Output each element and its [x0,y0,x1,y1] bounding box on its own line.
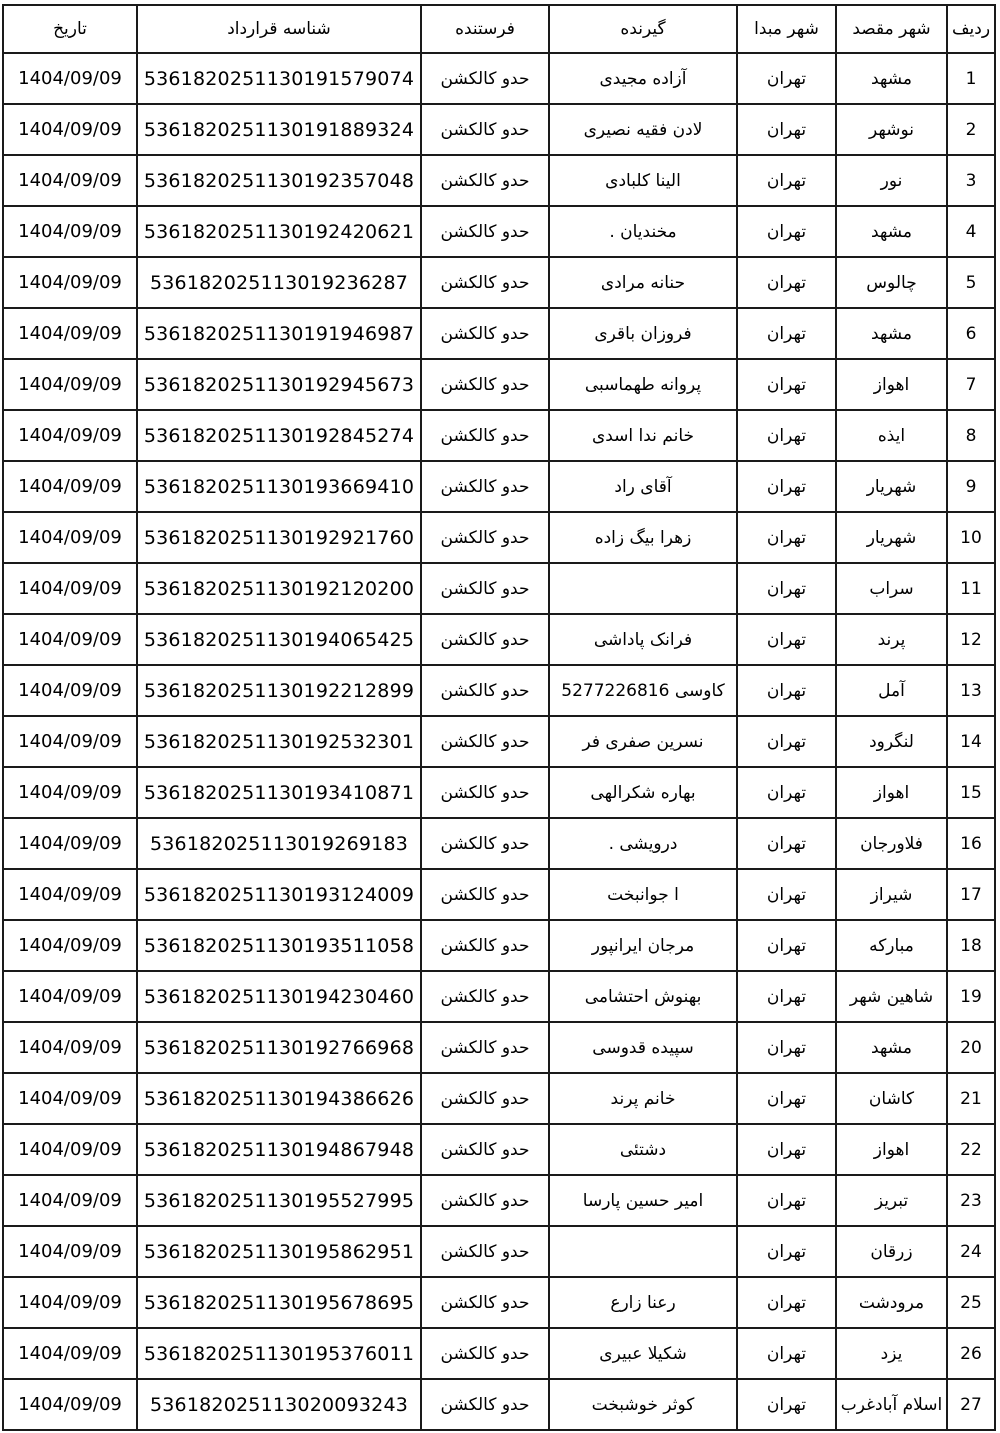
cell-receiver[interactable]: زهرا بیگ زاده [549,512,737,563]
cell-destination-city[interactable]: اسلام آبادغرب [836,1379,947,1430]
table-row[interactable] [3,512,995,563]
table-row[interactable] [3,257,995,308]
cell-origin-city[interactable]: تهران [737,818,836,869]
cell-radif[interactable]: 14 [947,716,995,767]
cell-origin-city[interactable]: تهران [737,614,836,665]
cell-receiver[interactable]: کوثر خوشبخت [549,1379,737,1430]
table-row[interactable] [3,359,995,410]
cell-sender[interactable]: حدو کالکشن [421,869,549,920]
cell-date[interactable]: 1404/09/09 [3,359,137,410]
cell-contract-id[interactable]: 53618202511301935110​58 [137,920,421,971]
cell-receiver[interactable]: مرجان ایرانپور [549,920,737,971]
cell-sender[interactable]: حدو کالکشن [421,1277,549,1328]
cell-receiver[interactable]: الینا کلبادی [549,155,737,206]
column-header-date[interactable]: تاریخ [3,5,137,53]
cell-destination-city[interactable]: مبارکه [836,920,947,971]
cell-receiver[interactable]: فروزان باقری [549,308,737,359]
cell-receiver[interactable]: کاوسی 5277226816 [549,665,737,716]
cell-sender[interactable]: حدو کالکشن [421,767,549,818]
cell-sender[interactable]: حدو کالکشن [421,1226,549,1277]
cell-sender[interactable]: حدو کالکشن [421,359,549,410]
cell-radif[interactable]: 6 [947,308,995,359]
column-header-contract[interactable]: شناسه قرارداد [137,5,421,53]
cell-receiver[interactable]: آقای راد [549,461,737,512]
cell-destination-city[interactable]: یزد [836,1328,947,1379]
cell-radif[interactable]: 17 [947,869,995,920]
cell-date[interactable]: 1404/09/09 [3,716,137,767]
cell-date[interactable]: 1404/09/09 [3,308,137,359]
cell-radif[interactable]: 1 [947,53,995,104]
cell-sender[interactable]: حدو کالکشن [421,1124,549,1175]
table-row[interactable] [3,206,995,257]
cell-radif[interactable]: 7 [947,359,995,410]
column-header-radif[interactable]: ردیف [947,5,995,53]
cell-destination-city[interactable]: اهواز [836,1124,947,1175]
cell-contract-id[interactable]: 53618202511301958629​51 [137,1226,421,1277]
cell-date[interactable]: 1404/09/09 [3,818,137,869]
cell-contract-id[interactable]: 53618202511301928452​74 [137,410,421,461]
cell-sender[interactable]: حدو کالکشن [421,461,549,512]
cell-destination-city[interactable]: چالوس [836,257,947,308]
cell-receiver[interactable]: دشتئی [549,1124,737,1175]
table-row[interactable] [3,767,995,818]
cell-sender[interactable]: حدو کالکشن [421,971,549,1022]
cell-contract-id[interactable]: 53618202511301955279​95 [137,1175,421,1226]
cell-receiver[interactable]: نسرین صفری فر [549,716,737,767]
cell-contract-id[interactable]: 53618202511301934108​71 [137,767,421,818]
contracts-table [2,4,996,1431]
cell-contract-id[interactable]: 536182025113020093243 [137,1379,421,1430]
cell-radif[interactable]: 22 [947,1124,995,1175]
cell-date[interactable]: 1404/09/09 [3,257,137,308]
cell-destination-city[interactable]: نور [836,155,947,206]
cell-date[interactable]: 1404/09/09 [3,206,137,257]
table-row[interactable] [3,563,995,614]
cell-destination-city[interactable]: شیراز [836,869,947,920]
cell-date[interactable]: 1404/09/09 [3,1379,137,1430]
cell-date[interactable]: 1404/09/09 [3,1328,137,1379]
column-header-sender[interactable]: فرستنده [421,5,549,53]
cell-radif[interactable]: 5 [947,257,995,308]
cell-sender[interactable]: حدو کالکشن [421,53,549,104]
cell-sender[interactable]: حدو کالکشن [421,104,549,155]
table-row[interactable] [3,1175,995,1226]
table-header [3,5,995,53]
cell-origin-city[interactable]: تهران [737,971,836,1022]
cell-sender[interactable]: حدو کالکشن [421,1328,549,1379]
cell-sender[interactable]: حدو کالکشن [421,1073,549,1124]
cell-date[interactable]: 1404/09/09 [3,1124,137,1175]
cell-radif[interactable]: 2 [947,104,995,155]
table-row[interactable] [3,1226,995,1277]
cell-destination-city[interactable]: شهریار [836,461,947,512]
cell-destination-city[interactable]: مشهد [836,53,947,104]
cell-origin-city[interactable]: تهران [737,512,836,563]
cell-radif[interactable]: 4 [947,206,995,257]
cell-origin-city[interactable]: تهران [737,1379,836,1430]
cell-receiver[interactable]: مخندیان . [549,206,737,257]
cell-date[interactable]: 1404/09/09 [3,1226,137,1277]
cell-contract-id[interactable]: 53618202511301922128​99 [137,665,421,716]
cell-receiver[interactable] [549,1226,737,1277]
cell-date[interactable]: 1404/09/09 [3,971,137,1022]
cell-sender[interactable]: حدو کالکشن [421,614,549,665]
table-row[interactable] [3,920,995,971]
cell-contract-id[interactable]: 53618202511301953760​11 [137,1328,421,1379]
cell-contract-id[interactable]: 53618202511301936694​10 [137,461,421,512]
cell-destination-city[interactable]: مشهد [836,206,947,257]
cell-receiver[interactable]: بهنوش احتشامی [549,971,737,1022]
cell-date[interactable]: 1404/09/09 [3,920,137,971]
cell-origin-city[interactable]: تهران [737,461,836,512]
table-row[interactable] [3,410,995,461]
cell-radif[interactable]: 25 [947,1277,995,1328]
cell-origin-city[interactable]: تهران [737,257,836,308]
cell-contract-id[interactable]: 53618202511301924206​21 [137,206,421,257]
cell-contract-id[interactable]: 53618202511301919469​87 [137,308,421,359]
cell-destination-city[interactable]: کاشان [836,1073,947,1124]
table-row[interactable] [3,1328,995,1379]
cell-destination-city[interactable]: ایذه [836,410,947,461]
cell-radif[interactable]: 21 [947,1073,995,1124]
cell-receiver[interactable]: لادن فقیه نصیری [549,104,737,155]
table-row[interactable] [3,1277,995,1328]
cell-contract-id[interactable]: 53618202511301925323​01 [137,716,421,767]
cell-destination-city[interactable]: شهریار [836,512,947,563]
cell-destination-city[interactable]: زرقان [836,1226,947,1277]
cell-date[interactable]: 1404/09/09 [3,563,137,614]
cell-origin-city[interactable]: تهران [737,563,836,614]
cell-sender[interactable]: حدو کالکشن [421,1175,549,1226]
cell-radif[interactable]: 8 [947,410,995,461]
cell-sender[interactable]: حدو کالکشن [421,818,549,869]
table-row[interactable] [3,818,995,869]
cell-date[interactable]: 1404/09/09 [3,104,137,155]
cell-sender[interactable]: حدو کالکشن [421,1379,549,1430]
table-row[interactable] [3,53,995,104]
cell-sender[interactable]: حدو کالکشن [421,206,549,257]
cell-receiver[interactable]: آزاده مجیدی [549,53,737,104]
cell-origin-city[interactable]: تهران [737,716,836,767]
table-row[interactable] [3,308,995,359]
cell-contract-id[interactable]: 53618202511301940654​25 [137,614,421,665]
cell-origin-city[interactable]: تهران [737,920,836,971]
cell-destination-city[interactable]: تبریز [836,1175,947,1226]
cell-destination-city[interactable]: مشهد [836,308,947,359]
cell-origin-city[interactable]: تهران [737,410,836,461]
cell-origin-city[interactable]: تهران [737,206,836,257]
cell-sender[interactable]: حدو کالکشن [421,512,549,563]
cell-destination-city[interactable]: لنگرود [836,716,947,767]
cell-date[interactable]: 1404/09/09 [3,155,137,206]
cell-receiver[interactable]: پروانه طهماسبی [549,359,737,410]
cell-sender[interactable]: حدو کالکشن [421,716,549,767]
cell-contract-id[interactable]: 53618202511301943866​26 [137,1073,421,1124]
cell-destination-city[interactable]: مرودشت [836,1277,947,1328]
cell-origin-city[interactable]: تهران [737,1175,836,1226]
cell-sender[interactable]: حدو کالکشن [421,257,549,308]
table-row[interactable] [3,665,995,716]
cell-date[interactable]: 1404/09/09 [3,410,137,461]
cell-origin-city[interactable]: تهران [737,359,836,410]
cell-origin-city[interactable]: تهران [737,1022,836,1073]
cell-radif[interactable]: 10 [947,512,995,563]
column-header-dest[interactable]: شهر مقصد [836,5,947,53]
cell-contract-id[interactable]: 53618202511301921202​00 [137,563,421,614]
cell-destination-city[interactable]: مشهد [836,1022,947,1073]
cell-receiver[interactable]: خانم پرند [549,1073,737,1124]
cell-sender[interactable]: حدو کالکشن [421,410,549,461]
table-body [3,53,995,1430]
cell-sender[interactable]: حدو کالکشن [421,920,549,971]
cell-radif[interactable]: 16 [947,818,995,869]
cell-radif[interactable]: 27 [947,1379,995,1430]
table-row[interactable] [3,1124,995,1175]
table-row[interactable] [3,461,995,512]
cell-radif[interactable]: 3 [947,155,995,206]
table-row[interactable] [3,971,995,1022]
cell-destination-city[interactable]: سراب [836,563,947,614]
cell-receiver[interactable]: سپیده قدوسی [549,1022,737,1073]
cell-radif[interactable]: 24 [947,1226,995,1277]
cell-contract-id[interactable]: 536182025113019269183 [137,818,421,869]
table-row[interactable] [3,614,995,665]
cell-radif[interactable]: 26 [947,1328,995,1379]
cell-date[interactable]: 1404/09/09 [3,53,137,104]
cell-radif[interactable]: 13 [947,665,995,716]
cell-receiver[interactable]: فرانک پاداشی [549,614,737,665]
cell-contract-id[interactable]: 53618202511301931240​09 [137,869,421,920]
cell-origin-city[interactable]: تهران [737,155,836,206]
cell-date[interactable]: 1404/09/09 [3,1277,137,1328]
cell-origin-city[interactable]: تهران [737,1073,836,1124]
cell-receiver[interactable]: رعنا زارع [549,1277,737,1328]
cell-sender[interactable]: حدو کالکشن [421,1022,549,1073]
column-header-origin[interactable]: شهر مبدا [737,5,836,53]
cell-receiver[interactable]: بهاره شکرالهی [549,767,737,818]
cell-radif[interactable]: 12 [947,614,995,665]
cell-destination-city[interactable]: اهواز [836,359,947,410]
cell-destination-city[interactable]: آمل [836,665,947,716]
cell-contract-id[interactable]: 536182025113019236287 [137,257,421,308]
cell-destination-city[interactable]: پرند [836,614,947,665]
cell-origin-city[interactable]: تهران [737,1277,836,1328]
column-header-receiver[interactable]: گیرنده [549,5,737,53]
cell-contract-id[interactable]: 53618202511301929456​73 [137,359,421,410]
cell-radif[interactable]: 20 [947,1022,995,1073]
cell-radif[interactable]: 15 [947,767,995,818]
cell-date[interactable]: 1404/09/09 [3,1175,137,1226]
cell-receiver[interactable]: امیر حسین پارسا [549,1175,737,1226]
table-row[interactable] [3,1379,995,1430]
header-row [3,5,995,53]
table-row[interactable] [3,155,995,206]
cell-receiver[interactable] [549,563,737,614]
cell-contract-id[interactable]: 53618202511301915790​74 [137,53,421,104]
cell-date[interactable]: 1404/09/09 [3,1022,137,1073]
cell-origin-city[interactable]: تهران [737,869,836,920]
table-row[interactable] [3,104,995,155]
cell-receiver[interactable]: ا جوانبخت [549,869,737,920]
cell-sender[interactable]: حدو کالکشن [421,308,549,359]
cell-date[interactable]: 1404/09/09 [3,461,137,512]
cell-date[interactable]: 1404/09/09 [3,665,137,716]
cell-radif[interactable]: 19 [947,971,995,1022]
cell-destination-city[interactable]: فلاورجان [836,818,947,869]
cell-radif[interactable]: 9 [947,461,995,512]
cell-contract-id[interactable]: 536182025113019188932​4 [137,104,421,155]
cell-origin-city[interactable]: تهران [737,767,836,818]
cell-receiver[interactable]: شکیلا عبیری [549,1328,737,1379]
cell-contract-id[interactable]: 53618202511301929217​60 [137,512,421,563]
cell-receiver[interactable]: درویشی . [549,818,737,869]
cell-contract-id[interactable]: 53618202511301927669​68 [137,1022,421,1073]
cell-sender[interactable]: حدو کالکشن [421,155,549,206]
table-row[interactable] [3,716,995,767]
cell-destination-city[interactable]: شاهین شهر [836,971,947,1022]
cell-origin-city[interactable]: تهران [737,53,836,104]
cell-date[interactable]: 1404/09/09 [3,869,137,920]
cell-origin-city[interactable]: تهران [737,1226,836,1277]
cell-destination-city[interactable]: اهواز [836,767,947,818]
cell-receiver[interactable]: حنانه مرادی [549,257,737,308]
cell-contract-id[interactable]: 53618202511301923570​48 [137,155,421,206]
cell-contract-id[interactable]: 53618202511301948679​48 [137,1124,421,1175]
cell-date[interactable]: 1404/09/09 [3,767,137,818]
table-row[interactable] [3,1022,995,1073]
cell-date[interactable]: 1404/09/09 [3,1073,137,1124]
cell-radif[interactable]: 11 [947,563,995,614]
cell-radif[interactable]: 23 [947,1175,995,1226]
cell-radif[interactable]: 18 [947,920,995,971]
cell-sender[interactable]: حدو کالکشن [421,665,549,716]
table-row[interactable] [3,1073,995,1124]
cell-origin-city[interactable]: تهران [737,104,836,155]
cell-contract-id[interactable]: 53618202511301956786​95 [137,1277,421,1328]
table-row[interactable] [3,869,995,920]
cell-destination-city[interactable]: نوشهر [836,104,947,155]
cell-sender[interactable]: حدو کالکشن [421,563,549,614]
cell-origin-city[interactable]: تهران [737,308,836,359]
cell-origin-city[interactable]: تهران [737,1124,836,1175]
cell-origin-city[interactable]: تهران [737,665,836,716]
cell-contract-id[interactable]: 53618202511301942304​60 [137,971,421,1022]
cell-origin-city[interactable]: تهران [737,1328,836,1379]
cell-date[interactable]: 1404/09/09 [3,614,137,665]
cell-date[interactable]: 1404/09/09 [3,512,137,563]
cell-receiver[interactable]: خانم ندا اسدی [549,410,737,461]
